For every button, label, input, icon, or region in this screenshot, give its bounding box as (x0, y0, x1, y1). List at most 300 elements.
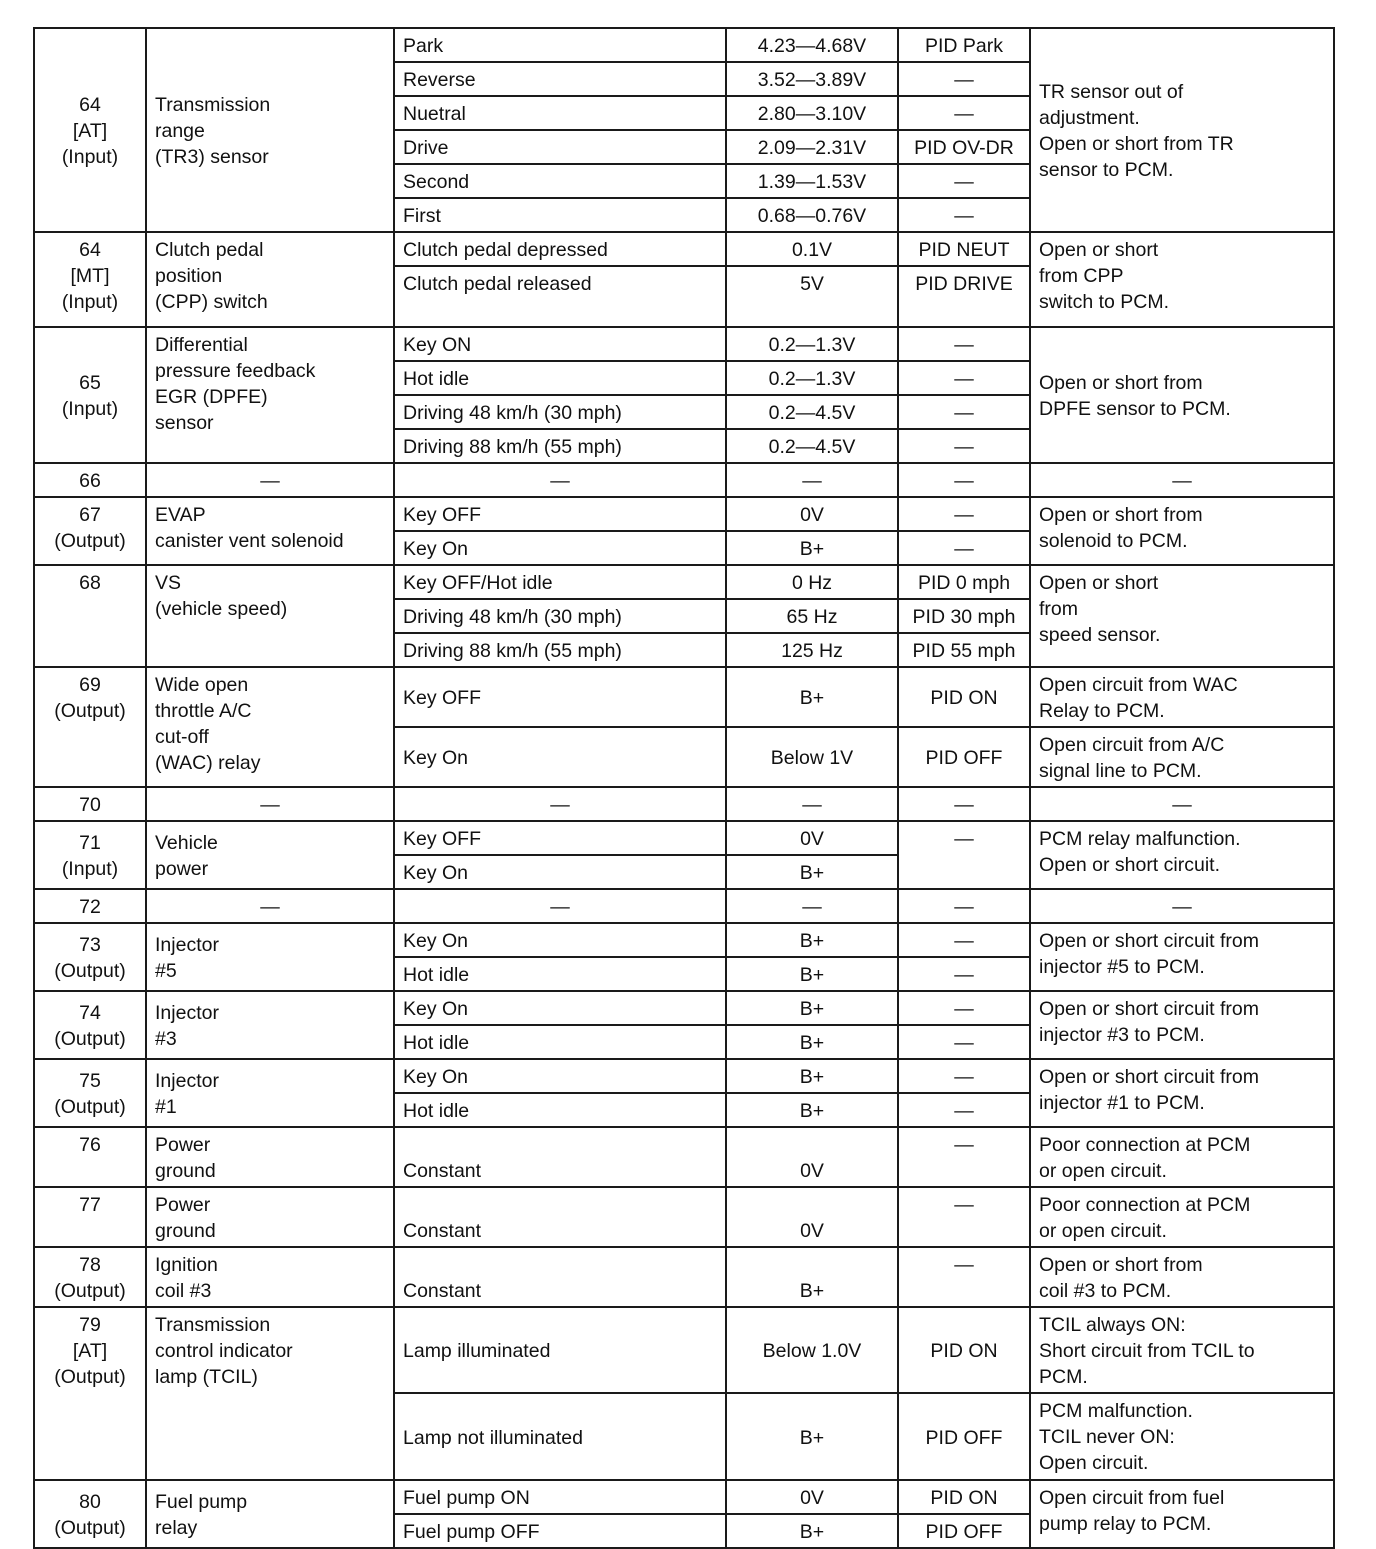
condition-cell: Key OFF (394, 821, 726, 855)
terminal-cell (34, 923, 146, 991)
cell-line: (Input) (61, 858, 119, 880)
cell-line: Ignition (155, 1254, 218, 1276)
condition-cell: Drive (394, 130, 726, 164)
cause-cell (1030, 787, 1334, 821)
cause-cell (1030, 1480, 1334, 1548)
voltage-cell: — (726, 787, 898, 821)
condition-cell: Driving 48 km/h (30 mph) (394, 599, 726, 633)
pid-cell: PID ON (898, 1307, 1030, 1393)
cell-line: or open circuit. (1039, 1160, 1167, 1182)
cell-line: (CPP) switch (155, 291, 268, 313)
cell-line: Power (155, 1134, 211, 1156)
voltage-cell: B+ (726, 531, 898, 565)
cell-line: canister vent solenoid (155, 530, 344, 552)
cell-line: VS (155, 572, 182, 594)
cell-line: #1 (155, 1096, 177, 1118)
condition-cell: — (394, 787, 726, 821)
cell-line: 69 (79, 674, 101, 696)
table-row (34, 889, 1334, 923)
cell-line: or open circuit. (1039, 1220, 1167, 1242)
condition-cell: Key On (394, 727, 726, 787)
cell-line: Open or short from TR (1039, 133, 1234, 155)
signal-cell (146, 327, 394, 463)
cell-line: Wide open (155, 674, 249, 696)
cause-cell (1030, 565, 1334, 667)
voltage-cell: Below 1.0V (726, 1307, 898, 1393)
voltage-cell: B+ (726, 923, 898, 957)
terminal-cell (34, 1480, 146, 1548)
cell-line: [MT] (70, 265, 110, 287)
voltage-cell: 1.39—1.53V (726, 164, 898, 198)
cause-cell (1030, 821, 1334, 889)
cell-line: speed sensor. (1039, 624, 1161, 646)
cell-line: Differential (155, 334, 248, 356)
cell-line: PCM relay malfunction. (1039, 828, 1241, 850)
cell-line: 68 (79, 572, 101, 594)
terminal-cell (34, 232, 146, 327)
cell-line: Clutch pedal (155, 239, 264, 261)
cell-line: range (155, 120, 205, 142)
voltage-cell: 3.52—3.89V (726, 62, 898, 96)
pid-cell: — (898, 787, 1030, 821)
condition-cell: Fuel pump ON (394, 1480, 726, 1514)
pid-cell: — (898, 497, 1030, 531)
cell-line: Poor connection at PCM (1039, 1134, 1251, 1156)
cell-line: Open or short circuit from (1039, 998, 1259, 1020)
condition-cell: Fuel pump OFF (394, 1514, 726, 1548)
cell-line: Power (155, 1194, 211, 1216)
cause-cell (1030, 991, 1334, 1059)
cause-cell (1030, 1393, 1334, 1480)
voltage-cell: 65 Hz (726, 599, 898, 633)
pid-cell: — (898, 821, 1030, 889)
cell-line: pump relay to PCM. (1039, 1513, 1212, 1535)
voltage-cell: 0.68—0.76V (726, 198, 898, 232)
table-row (34, 565, 1334, 599)
terminal-cell (34, 1059, 146, 1127)
table-row (34, 787, 1334, 821)
table-row (34, 1127, 1334, 1187)
cell-line: EGR (DPFE) (155, 386, 268, 408)
cell-line: #3 (155, 1028, 177, 1050)
cell-line: 73 (79, 934, 101, 956)
cell-line: adjustment. (1039, 107, 1140, 129)
cell-line: 71 (79, 832, 101, 854)
terminal-cell (34, 327, 146, 463)
cause-cell (1030, 1247, 1334, 1307)
signal-cell (146, 1307, 394, 1480)
cell-line: TCIL always ON: (1039, 1314, 1186, 1336)
voltage-cell: B+ (726, 1514, 898, 1548)
voltage-cell: Below 1V (726, 727, 898, 787)
cell-line: — (260, 794, 280, 816)
pid-cell: — (898, 361, 1030, 395)
cell-line: coil #3 to PCM. (1039, 1280, 1172, 1302)
signal-cell (146, 889, 394, 923)
cell-line: (Output) (54, 700, 126, 722)
cell-line: TCIL never ON: (1039, 1426, 1175, 1448)
cell-line: 79 (79, 1314, 101, 1336)
cause-cell (1030, 667, 1334, 727)
cause-cell (1030, 727, 1334, 787)
pid-cell: — (898, 889, 1030, 923)
voltage-cell: B+ (726, 991, 898, 1025)
cell-line: cut-off (155, 726, 209, 748)
voltage-cell: 0 Hz (726, 565, 898, 599)
condition-cell: Key On (394, 855, 726, 889)
condition-cell: Nuetral (394, 96, 726, 130)
voltage-cell: — (726, 463, 898, 497)
terminal-cell (34, 1247, 146, 1307)
terminal-cell (34, 991, 146, 1059)
pid-cell: — (898, 463, 1030, 497)
condition-cell: Hot idle (394, 1025, 726, 1059)
table-row (34, 923, 1334, 957)
cell-line: throttle A/C (155, 700, 252, 722)
cell-line: (Output) (54, 1280, 126, 1302)
voltage-cell: 0.2—4.5V (726, 395, 898, 429)
condition-cell: Hot idle (394, 957, 726, 991)
pid-cell: — (898, 1187, 1030, 1247)
cell-line: Open circuit from fuel (1039, 1487, 1225, 1509)
signal-cell (146, 497, 394, 565)
cell-line: Injector (155, 1002, 219, 1024)
table-row (34, 232, 1334, 266)
voltage-cell: B+ (726, 1025, 898, 1059)
pid-cell: PID 55 mph (898, 633, 1030, 667)
cell-line: (Output) (54, 530, 126, 552)
cell-line: Open or short from (1039, 372, 1203, 394)
cell-line: DPFE sensor to PCM. (1039, 398, 1231, 420)
table-body (34, 28, 1334, 1548)
cell-line: Open or short circuit from (1039, 930, 1259, 952)
cell-line: Vehicle (155, 832, 218, 854)
terminal-cell (34, 1307, 146, 1480)
terminal-cell (34, 821, 146, 889)
table-row (34, 1247, 1334, 1307)
terminal-cell (34, 497, 146, 565)
cause-cell (1030, 1187, 1334, 1247)
terminal-cell (34, 889, 146, 923)
pid-cell: PID OFF (898, 1393, 1030, 1480)
cell-line: (Input) (61, 146, 119, 168)
voltage-cell: 0.2—1.3V (726, 361, 898, 395)
voltage-cell: 0.1V (726, 232, 898, 266)
pid-cell: — (898, 327, 1030, 361)
cause-cell (1030, 1059, 1334, 1127)
cell-line: Open circuit from WAC (1039, 674, 1238, 696)
pid-cell: PID 0 mph (898, 565, 1030, 599)
cell-line: signal line to PCM. (1039, 760, 1202, 782)
voltage-cell: 0V (726, 1480, 898, 1514)
cell-line: — (1172, 896, 1192, 918)
pid-cell: PID ON (898, 667, 1030, 727)
cell-line: from (1039, 598, 1078, 620)
cell-line: (Output) (54, 1366, 126, 1388)
voltage-cell: 0.2—4.5V (726, 429, 898, 463)
table-row (34, 463, 1334, 497)
pid-cell: — (898, 1127, 1030, 1187)
pid-cell: — (898, 395, 1030, 429)
cell-line: Transmission (155, 1314, 271, 1336)
signal-cell (146, 463, 394, 497)
cell-line: ground (155, 1160, 216, 1182)
cell-line: 76 (79, 1134, 101, 1156)
cell-line: 77 (79, 1194, 101, 1216)
condition-cell: Second (394, 164, 726, 198)
cell-line: Transmission (155, 94, 271, 116)
cell-line: (Output) (54, 1028, 126, 1050)
cell-line: 72 (79, 896, 101, 918)
signal-cell (146, 1480, 394, 1548)
voltage-cell: 125 Hz (726, 633, 898, 667)
pid-cell: — (898, 1093, 1030, 1127)
condition-cell: Constant (394, 1187, 726, 1247)
cell-line: (Output) (54, 960, 126, 982)
condition-cell: Constant (394, 1127, 726, 1187)
cell-line: — (260, 896, 280, 918)
cell-line: Open or short circuit from (1039, 1066, 1259, 1088)
voltage-cell: 2.09—2.31V (726, 130, 898, 164)
cell-line: Poor connection at PCM (1039, 1194, 1251, 1216)
cell-line: TR sensor out of (1039, 81, 1184, 103)
voltage-cell: 0V (726, 1187, 898, 1247)
cell-line: — (1172, 470, 1192, 492)
pcm-terminal-table (33, 27, 1335, 1549)
table-row (34, 1307, 1334, 1393)
condition-cell: Hot idle (394, 1093, 726, 1127)
cell-line: 67 (79, 504, 101, 526)
condition-cell: Driving 48 km/h (30 mph) (394, 395, 726, 429)
terminal-cell (34, 787, 146, 821)
cell-line: Injector (155, 934, 219, 956)
condition-cell: Constant (394, 1247, 726, 1307)
cell-line: Relay to PCM. (1039, 700, 1165, 722)
pid-cell: — (898, 957, 1030, 991)
cell-line: (WAC) relay (155, 752, 261, 774)
cell-line: (vehicle speed) (155, 598, 288, 620)
cell-line: solenoid to PCM. (1039, 530, 1188, 552)
voltage-cell: B+ (726, 1093, 898, 1127)
cell-line: #5 (155, 960, 177, 982)
voltage-cell: 2.80—3.10V (726, 96, 898, 130)
cell-line: PCM. (1039, 1366, 1088, 1388)
signal-cell (146, 923, 394, 991)
voltage-cell: B+ (726, 855, 898, 889)
terminal-cell (34, 1127, 146, 1187)
terminal-cell (34, 28, 146, 232)
cell-line: 78 (79, 1254, 101, 1276)
condition-cell: Key OFF (394, 497, 726, 531)
cell-line: Open or short circuit. (1039, 854, 1220, 876)
signal-cell (146, 1127, 394, 1187)
signal-cell (146, 28, 394, 232)
cell-line: 75 (79, 1070, 101, 1092)
signal-cell (146, 232, 394, 327)
pid-cell: — (898, 1247, 1030, 1307)
pid-cell: — (898, 1059, 1030, 1093)
condition-cell: Key OFF/Hot idle (394, 565, 726, 599)
terminal-cell (34, 565, 146, 667)
cell-line: Injector (155, 1070, 219, 1092)
voltage-cell: B+ (726, 1393, 898, 1480)
cell-line: control indicator (155, 1340, 293, 1362)
cell-line: 65 (79, 372, 101, 394)
cell-line: position (155, 265, 223, 287)
condition-cell: Key On (394, 991, 726, 1025)
voltage-cell: — (726, 889, 898, 923)
pid-cell: PID DRIVE (898, 266, 1030, 327)
cell-line: Open circuit from A/C (1039, 734, 1225, 756)
cell-line: ground (155, 1220, 216, 1242)
table-row (34, 821, 1334, 855)
terminal-cell (34, 463, 146, 497)
signal-cell (146, 991, 394, 1059)
signal-cell (146, 787, 394, 821)
cell-line: relay (155, 1517, 198, 1539)
cell-line: [AT] (72, 120, 108, 142)
voltage-cell: 0.2—1.3V (726, 327, 898, 361)
cell-line: sensor to PCM. (1039, 159, 1174, 181)
table-row (34, 497, 1334, 531)
cell-line: EVAP (155, 504, 206, 526)
cell-line: 66 (79, 470, 101, 492)
cell-line: [AT] (72, 1340, 108, 1362)
condition-cell: Park (394, 28, 726, 62)
signal-cell (146, 1059, 394, 1127)
cause-cell (1030, 28, 1334, 232)
condition-cell: Key OFF (394, 667, 726, 727)
pid-cell: PID OV-DR (898, 130, 1030, 164)
pid-cell: — (898, 991, 1030, 1025)
cell-line: Open circuit. (1039, 1452, 1149, 1474)
cell-line: power (155, 858, 209, 880)
cell-line: (Input) (61, 291, 119, 313)
signal-cell (146, 565, 394, 667)
cell-line: 80 (79, 1491, 101, 1513)
cell-line: (TR3) sensor (155, 146, 269, 168)
cell-line: 64 (79, 94, 101, 116)
cell-line: lamp (TCIL) (155, 1366, 258, 1388)
condition-cell: — (394, 889, 726, 923)
signal-cell (146, 821, 394, 889)
table-row (34, 991, 1334, 1025)
cause-cell (1030, 463, 1334, 497)
condition-cell: Key On (394, 923, 726, 957)
pid-cell: — (898, 429, 1030, 463)
cell-line: coil #3 (155, 1280, 212, 1302)
voltage-cell: B+ (726, 957, 898, 991)
pid-cell: — (898, 62, 1030, 96)
table-row (34, 28, 1334, 62)
table-row (34, 327, 1334, 361)
condition-cell: Driving 88 km/h (55 mph) (394, 633, 726, 667)
pid-cell: — (898, 1025, 1030, 1059)
cell-line: injector #3 to PCM. (1039, 1024, 1205, 1046)
cell-line: — (1172, 794, 1192, 816)
condition-cell: — (394, 463, 726, 497)
pid-cell: PID Park (898, 28, 1030, 62)
cell-line: switch to PCM. (1039, 291, 1170, 313)
pid-cell: — (898, 923, 1030, 957)
cell-line: injector #1 to PCM. (1039, 1092, 1205, 1114)
pid-cell: PID 30 mph (898, 599, 1030, 633)
voltage-cell: 4.23—4.68V (726, 28, 898, 62)
pid-cell: PID NEUT (898, 232, 1030, 266)
condition-cell: Key ON (394, 327, 726, 361)
cell-line: Open or short from (1039, 504, 1203, 526)
cell-line: sensor (155, 412, 214, 434)
cell-line: pressure feedback (155, 360, 316, 382)
table-row (34, 1480, 1334, 1514)
condition-cell: Driving 88 km/h (55 mph) (394, 429, 726, 463)
cause-cell (1030, 923, 1334, 991)
condition-cell: Reverse (394, 62, 726, 96)
voltage-cell: 0V (726, 497, 898, 531)
cause-cell (1030, 497, 1334, 565)
signal-cell (146, 1187, 394, 1247)
table-row (34, 1187, 1334, 1247)
cell-line: PCM malfunction. (1039, 1400, 1193, 1422)
condition-cell: Clutch pedal depressed (394, 232, 726, 266)
pid-cell: — (898, 198, 1030, 232)
condition-cell: Key On (394, 531, 726, 565)
cell-line: from CPP (1039, 265, 1124, 287)
pid-cell: — (898, 164, 1030, 198)
voltage-cell: 5V (726, 266, 898, 327)
cause-cell (1030, 889, 1334, 923)
condition-cell: Lamp illuminated (394, 1307, 726, 1393)
condition-cell: Key On (394, 1059, 726, 1093)
cell-line: (Output) (54, 1096, 126, 1118)
cell-line: (Input) (61, 398, 119, 420)
table-row (34, 667, 1334, 727)
condition-cell: Hot idle (394, 361, 726, 395)
pid-cell: PID OFF (898, 1514, 1030, 1548)
pid-cell: PID OFF (898, 727, 1030, 787)
cell-line: — (260, 470, 280, 492)
voltage-cell: B+ (726, 1247, 898, 1307)
terminal-cell (34, 1187, 146, 1247)
cell-line: Open or short (1039, 572, 1159, 594)
cell-line: Open or short (1039, 239, 1159, 261)
cause-cell (1030, 327, 1334, 463)
condition-cell: Lamp not illuminated (394, 1393, 726, 1480)
cell-line: 70 (79, 794, 101, 816)
condition-cell: Clutch pedal released (394, 266, 726, 327)
cell-line: 74 (79, 1002, 101, 1024)
cell-line: Short circuit from TCIL to (1039, 1340, 1255, 1362)
cell-line: 64 (79, 239, 101, 261)
cause-cell (1030, 1307, 1334, 1393)
signal-cell (146, 1247, 394, 1307)
cause-cell (1030, 1127, 1334, 1187)
cause-cell (1030, 232, 1334, 327)
voltage-cell: 0V (726, 821, 898, 855)
voltage-cell: 0V (726, 1127, 898, 1187)
cell-line: injector #5 to PCM. (1039, 956, 1205, 978)
voltage-cell: B+ (726, 1059, 898, 1093)
cell-line: Fuel pump (155, 1491, 248, 1513)
table-row (34, 1059, 1334, 1093)
pid-cell: — (898, 96, 1030, 130)
pid-cell: — (898, 531, 1030, 565)
voltage-cell: B+ (726, 667, 898, 727)
cell-line: (Output) (54, 1517, 126, 1539)
signal-cell (146, 667, 394, 787)
terminal-cell (34, 667, 146, 787)
cell-line: Open or short from (1039, 1254, 1203, 1276)
